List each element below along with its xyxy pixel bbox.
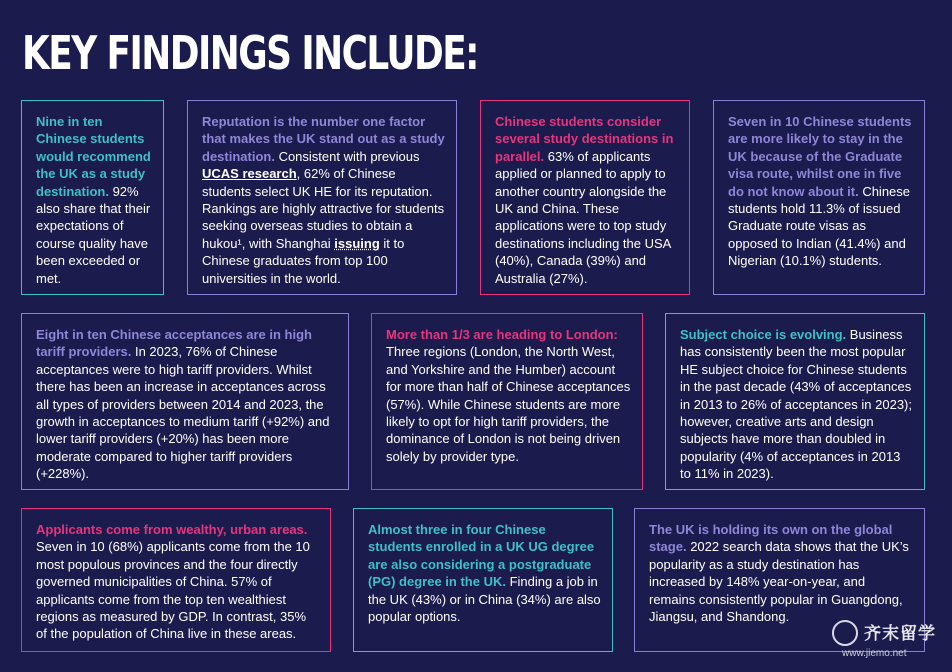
finding-card-reputation (187, 100, 457, 295)
watermark-brand: 齐末留学 (864, 624, 936, 643)
finding-text (36, 326, 338, 483)
finding-highlight: Seven in 10 Chinese students are more likely to stay in the UK because of the Graduate visa route, whilst one in five do not know about it. (728, 114, 912, 199)
finding-highlight: The UK is holding its own on the global stage. (649, 522, 893, 555)
finding-body: 63% of applicants applied or planned to apply to another country alongside the UK and China. These applications were to top study destinations including the USA (40%), Canada (39%) and Australia (27%). (495, 148, 671, 286)
finding-card-destinations (480, 100, 690, 295)
ucas-research-link[interactable]: UCAS research (202, 166, 297, 182)
finding-body: Finding a job in the UK (43%) or in China (34%) are also popular options. (368, 574, 601, 625)
page-title: KEY FINDINGS INCLUDE: (22, 26, 478, 80)
finding-body: Consistent with previous (274, 148, 420, 164)
finding-highlight: Reputation is the number one factor that makes the UK stand out as a study destination. (202, 114, 445, 164)
finding-body: 2022 search data shows that the UK’s popularity as a study destination has increased by 148% year-on-year, and remains consistently popular in Guangdong, Jiangsu, and Shandong. (649, 539, 909, 625)
finding-text (36, 113, 153, 287)
finding-card-high-tariff (21, 313, 349, 490)
finding-highlight: Almost three in four Chinese students enrolled in a UK UG degree are also considering a postgraduate (PG) degree in the UK. (368, 522, 595, 590)
finding-body: Chinese students hold 11.3% of issued Graduate route visas as opposed to Indian (41.4%) and Nigerian (10.1%) students. (728, 183, 911, 269)
smile-logo-icon (832, 620, 858, 646)
issuing-link[interactable]: issuing (334, 235, 380, 251)
finding-body: 92% also share that their expectations of course quality have been exceeded or met. (36, 183, 151, 286)
finding-card-postgraduate (353, 508, 613, 652)
finding-text (649, 521, 914, 625)
finding-highlight: More than 1/3 are heading to London: (386, 327, 618, 342)
finding-card-recommend (21, 100, 164, 295)
finding-text (728, 113, 914, 270)
finding-card-london (371, 313, 643, 490)
finding-highlight: Nine in ten Chinese students would recommend the UK as a study destination. (36, 114, 151, 199)
finding-body: Business has consistently been the most popular HE subject choice for Chinese students in the past decade (43% of acceptances in 2013 to 26% of acceptances in 2023); however, creative arts and design subjects have more than doubled in popularity (4% of acceptances in 2013 to 11% in 2023). (680, 327, 912, 482)
finding-card-wealthy-areas (21, 508, 331, 652)
finding-highlight: Applicants come from wealthy, urban areas. (36, 522, 308, 537)
finding-text (680, 326, 914, 483)
finding-body: Three regions (London, the North West, and Yorkshire and the Humber) account for more than half of Chinese acceptances (57%). While Chinese students are more likely to opt for high tariff providers, the dominance of London is not being driven solely by provider type. (386, 344, 631, 464)
finding-text (36, 521, 320, 643)
finding-highlight: Eight in ten Chinese acceptances are in high tariff providers. (36, 327, 312, 360)
finding-text (386, 326, 632, 465)
finding-body: , 62% of Chinese students select UK HE for its reputation. Rankings are highly attractive for students seeking overseas studies to obtain a hukou¹, with Shanghai (202, 166, 445, 251)
finding-highlight: Subject choice is evolving. (680, 327, 847, 342)
finding-highlight: Chinese students consider several study destinations in parallel. (495, 114, 674, 164)
finding-text (202, 113, 446, 287)
finding-card-graduate-visa (713, 100, 925, 295)
finding-body: Seven in 10 (68%) applicants come from the 10 most populous provinces and the four directly governed municipalities of China. 57% of applicants come from the top ten wealthiest regions as measured by GDP. In contrast, 35% of the population of China live in these areas. (36, 539, 310, 642)
finding-body: In 2023, 76% of Chinese acceptances were to high tariff providers. Whilst there has been an increase in acceptances across all types of providers between 2014 and 2023, the growth in acceptances to medium tariff (+92%) and lower tariff providers (+20%) has been more moderate compared to higher tariff providers (+228%). (36, 344, 330, 482)
finding-body: it to Chinese graduates from top 100 universities in the world. (202, 235, 405, 286)
finding-card-subject-choice (665, 313, 925, 490)
finding-text (495, 113, 679, 287)
finding-text (368, 521, 602, 625)
watermark-url: www.jiemo.net (842, 648, 907, 659)
